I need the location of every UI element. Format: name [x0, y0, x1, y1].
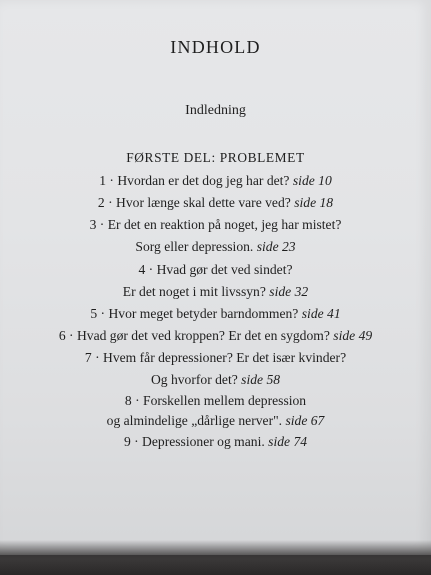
toc-entry-text: 7 · Hvem får depressioner? Er det især kvinder? — [84, 350, 347, 365]
toc-entry-page: side 49 — [333, 328, 373, 343]
toc-entry-page: side 41 — [301, 306, 341, 321]
toc-entry — [0, 216, 431, 234]
toc-entry — [0, 238, 431, 256]
toc-entry — [0, 261, 431, 279]
toc-entry-text: 4 · Hvad gør det ved sindet? — [138, 262, 293, 277]
toc-entry-text: 8 · Forskellen mellem depression — [124, 393, 307, 408]
toc-entry-text: 9 · Depressioner og mani. — [123, 434, 265, 449]
toc-entry — [0, 172, 431, 190]
toc-entry-page: side 10 — [292, 173, 332, 188]
toc-entry-text: 3 · Er det en reaktion på noget, jeg har mistet? — [89, 217, 342, 232]
introduction-entry: Indledning — [185, 103, 246, 118]
toc-entry-page: side 32 — [269, 284, 309, 299]
toc-entry-text: 2 · Hvor længe skal dette vare ved? — [97, 195, 291, 210]
toc-entry — [0, 371, 431, 389]
toc-entry-text: og almindelige „dårlige nerver". — [106, 413, 283, 428]
toc-entry — [0, 283, 431, 301]
toc-entry — [0, 433, 431, 451]
toc-entry — [0, 412, 431, 430]
toc-entry-text: 1 · Hvordan er det dog jeg har det? — [99, 173, 290, 188]
toc-entry — [0, 392, 431, 410]
toc-entry-page: side 18 — [294, 195, 334, 210]
toc-entry — [0, 349, 431, 367]
toc-entry-text: Og hvorfor det? — [150, 372, 238, 387]
toc-entry — [0, 194, 431, 212]
toc-entry-text: 6 · Hvad gør det ved kroppen? Er det en sygdom? — [58, 328, 330, 343]
toc-entry — [0, 305, 431, 323]
toc-entry — [0, 327, 431, 345]
toc-entry-page: side 23 — [256, 239, 296, 254]
toc-entry-text: 5 · Hvor meget betyder barndommen? — [90, 306, 299, 321]
part-heading: FØRSTE DEL: PROBLEMET — [126, 150, 305, 165]
toc-entry-page: side 58 — [241, 372, 281, 387]
toc-entry-page: side 74 — [268, 434, 308, 449]
toc-entry-page: side 67 — [285, 413, 325, 428]
toc-entry-text: Sorg eller depression. — [135, 239, 254, 254]
toc-entry-text: Er det noget i mit livssyn? — [122, 284, 266, 299]
page-bottom-shadow — [0, 540, 431, 575]
page-title: INDHOLD — [170, 37, 261, 57]
